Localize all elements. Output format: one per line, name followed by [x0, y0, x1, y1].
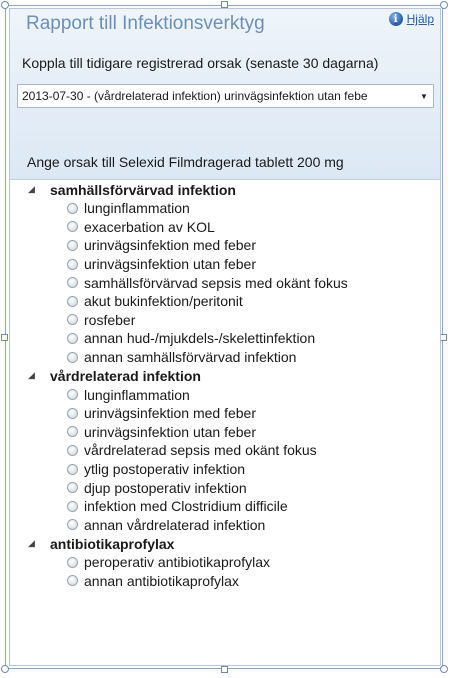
- radio-option-label: infektion med Clostridium difficile: [84, 498, 288, 515]
- radio-option[interactable]: [10, 553, 440, 572]
- radio-option-label: vårdrelaterad sepsis med okänt fokus: [84, 442, 317, 459]
- radio-option[interactable]: [10, 255, 440, 274]
- radio-button[interactable]: [67, 557, 78, 568]
- group-header[interactable]: [10, 366, 440, 385]
- radio-option[interactable]: [10, 460, 440, 479]
- resize-handle-bottom[interactable]: [221, 666, 228, 673]
- radio-button[interactable]: [67, 408, 78, 419]
- radio-button[interactable]: [67, 389, 78, 400]
- panel-header: [10, 9, 440, 180]
- expand-triangle-icon[interactable]: ◢: [28, 184, 35, 194]
- radio-button[interactable]: [67, 259, 78, 270]
- radio-option-label: peroperativ antibiotikaprofylax: [84, 554, 270, 571]
- radio-option-label: urinvägsinfektion med feber: [84, 405, 256, 422]
- radio-option-label: djup postoperativ infektion: [84, 479, 247, 496]
- radio-option[interactable]: [10, 236, 440, 255]
- radio-option-label: rosfeber: [84, 311, 136, 328]
- radio-button[interactable]: [67, 203, 78, 214]
- radio-option-label: urinvägsinfektion utan feber: [84, 423, 256, 440]
- radio-option[interactable]: [10, 292, 440, 311]
- expand-triangle-icon[interactable]: ◢: [28, 538, 35, 549]
- radio-option[interactable]: [10, 218, 440, 237]
- radio-button[interactable]: [67, 277, 78, 288]
- radio-option-label: lunginflammation: [84, 386, 190, 403]
- radio-option[interactable]: [10, 348, 440, 367]
- previous-cause-dropdown[interactable]: [17, 84, 434, 108]
- radio-option-label: annan hud-/mjukdels-/skelettinfektion: [84, 330, 316, 347]
- radio-button[interactable]: [67, 575, 78, 586]
- group-label: samhällsförvärvad infektion: [50, 181, 236, 198]
- radio-option[interactable]: [10, 423, 440, 442]
- radio-option[interactable]: [10, 516, 440, 535]
- group-label: antibiotikaprofylax: [50, 535, 175, 552]
- resize-handle-top[interactable]: [221, 1, 228, 8]
- resize-handle-left[interactable]: [1, 334, 8, 341]
- expand-triangle-icon[interactable]: ◢: [28, 370, 35, 381]
- resize-handle-bottom-left[interactable]: [1, 665, 9, 673]
- radio-option[interactable]: [10, 497, 440, 516]
- radio-option[interactable]: [10, 311, 440, 330]
- resize-handle-right[interactable]: [440, 334, 447, 341]
- info-icon: i: [389, 12, 403, 26]
- radio-button[interactable]: [67, 296, 78, 307]
- radio-option[interactable]: [10, 199, 440, 218]
- radio-option[interactable]: [10, 385, 440, 404]
- infection-report-panel: [9, 8, 441, 666]
- link-previous-cause-label: Koppla till tidigare registrerad orsak (senaste 30 dagarna): [22, 55, 379, 71]
- radio-option-label: ytlig postoperativ infektion: [84, 461, 246, 478]
- group-header[interactable]: [10, 534, 440, 553]
- help-label: Hjälp: [406, 12, 434, 26]
- radio-option-label: annan samhällsförvärvad infektion: [84, 349, 297, 366]
- radio-option[interactable]: [10, 404, 440, 423]
- radio-option[interactable]: [10, 478, 440, 497]
- radio-option[interactable]: [10, 273, 440, 292]
- resize-handle-bottom-right[interactable]: [440, 665, 448, 673]
- radio-button[interactable]: [67, 333, 78, 344]
- radio-option-label: urinvägsinfektion med feber: [84, 237, 256, 254]
- radio-button[interactable]: [67, 445, 78, 456]
- radio-button[interactable]: [67, 221, 78, 232]
- resize-handle-top-right[interactable]: [440, 1, 448, 9]
- radio-button[interactable]: [67, 464, 78, 475]
- radio-option[interactable]: [10, 572, 440, 591]
- radio-button[interactable]: [67, 426, 78, 437]
- radio-option-label: samhällsförvärvad sepsis med okänt fokus: [84, 274, 348, 291]
- group-header[interactable]: [10, 180, 440, 199]
- radio-option[interactable]: [10, 329, 440, 348]
- radio-option-label: annan vårdrelaterad infektion: [84, 516, 266, 533]
- group-label: vårdrelaterad infektion: [50, 367, 201, 384]
- radio-option-label: annan antibiotikaprofylax: [84, 572, 239, 589]
- radio-option-label: lunginflammation: [84, 200, 190, 217]
- radio-button[interactable]: [67, 501, 78, 512]
- resize-handle-top-left[interactable]: [1, 1, 9, 9]
- radio-button[interactable]: [67, 314, 78, 325]
- help-link[interactable]: [389, 12, 434, 26]
- cause-prompt-label: Ange orsak till Selexid Filmdragerad tablett 200 mg: [27, 154, 344, 170]
- radio-option-label: urinvägsinfektion utan feber: [84, 256, 256, 273]
- chevron-down-icon[interactable]: ▼: [420, 91, 428, 101]
- cause-option-list: [10, 180, 440, 590]
- panel-title: Rapport till Infektionsverktyg: [26, 13, 265, 34]
- radio-option[interactable]: [10, 441, 440, 460]
- radio-button[interactable]: [67, 352, 78, 363]
- radio-option-label: akut bukinfektion/peritonit: [84, 293, 243, 310]
- radio-button[interactable]: [67, 482, 78, 493]
- radio-button[interactable]: [67, 240, 78, 251]
- dropdown-selected-value: 2013-07-30 - (vårdrelaterad infektion) urinvägsinfektion utan febe: [22, 89, 368, 103]
- radio-button[interactable]: [67, 519, 78, 530]
- radio-option-label: exacerbation av KOL: [84, 218, 215, 235]
